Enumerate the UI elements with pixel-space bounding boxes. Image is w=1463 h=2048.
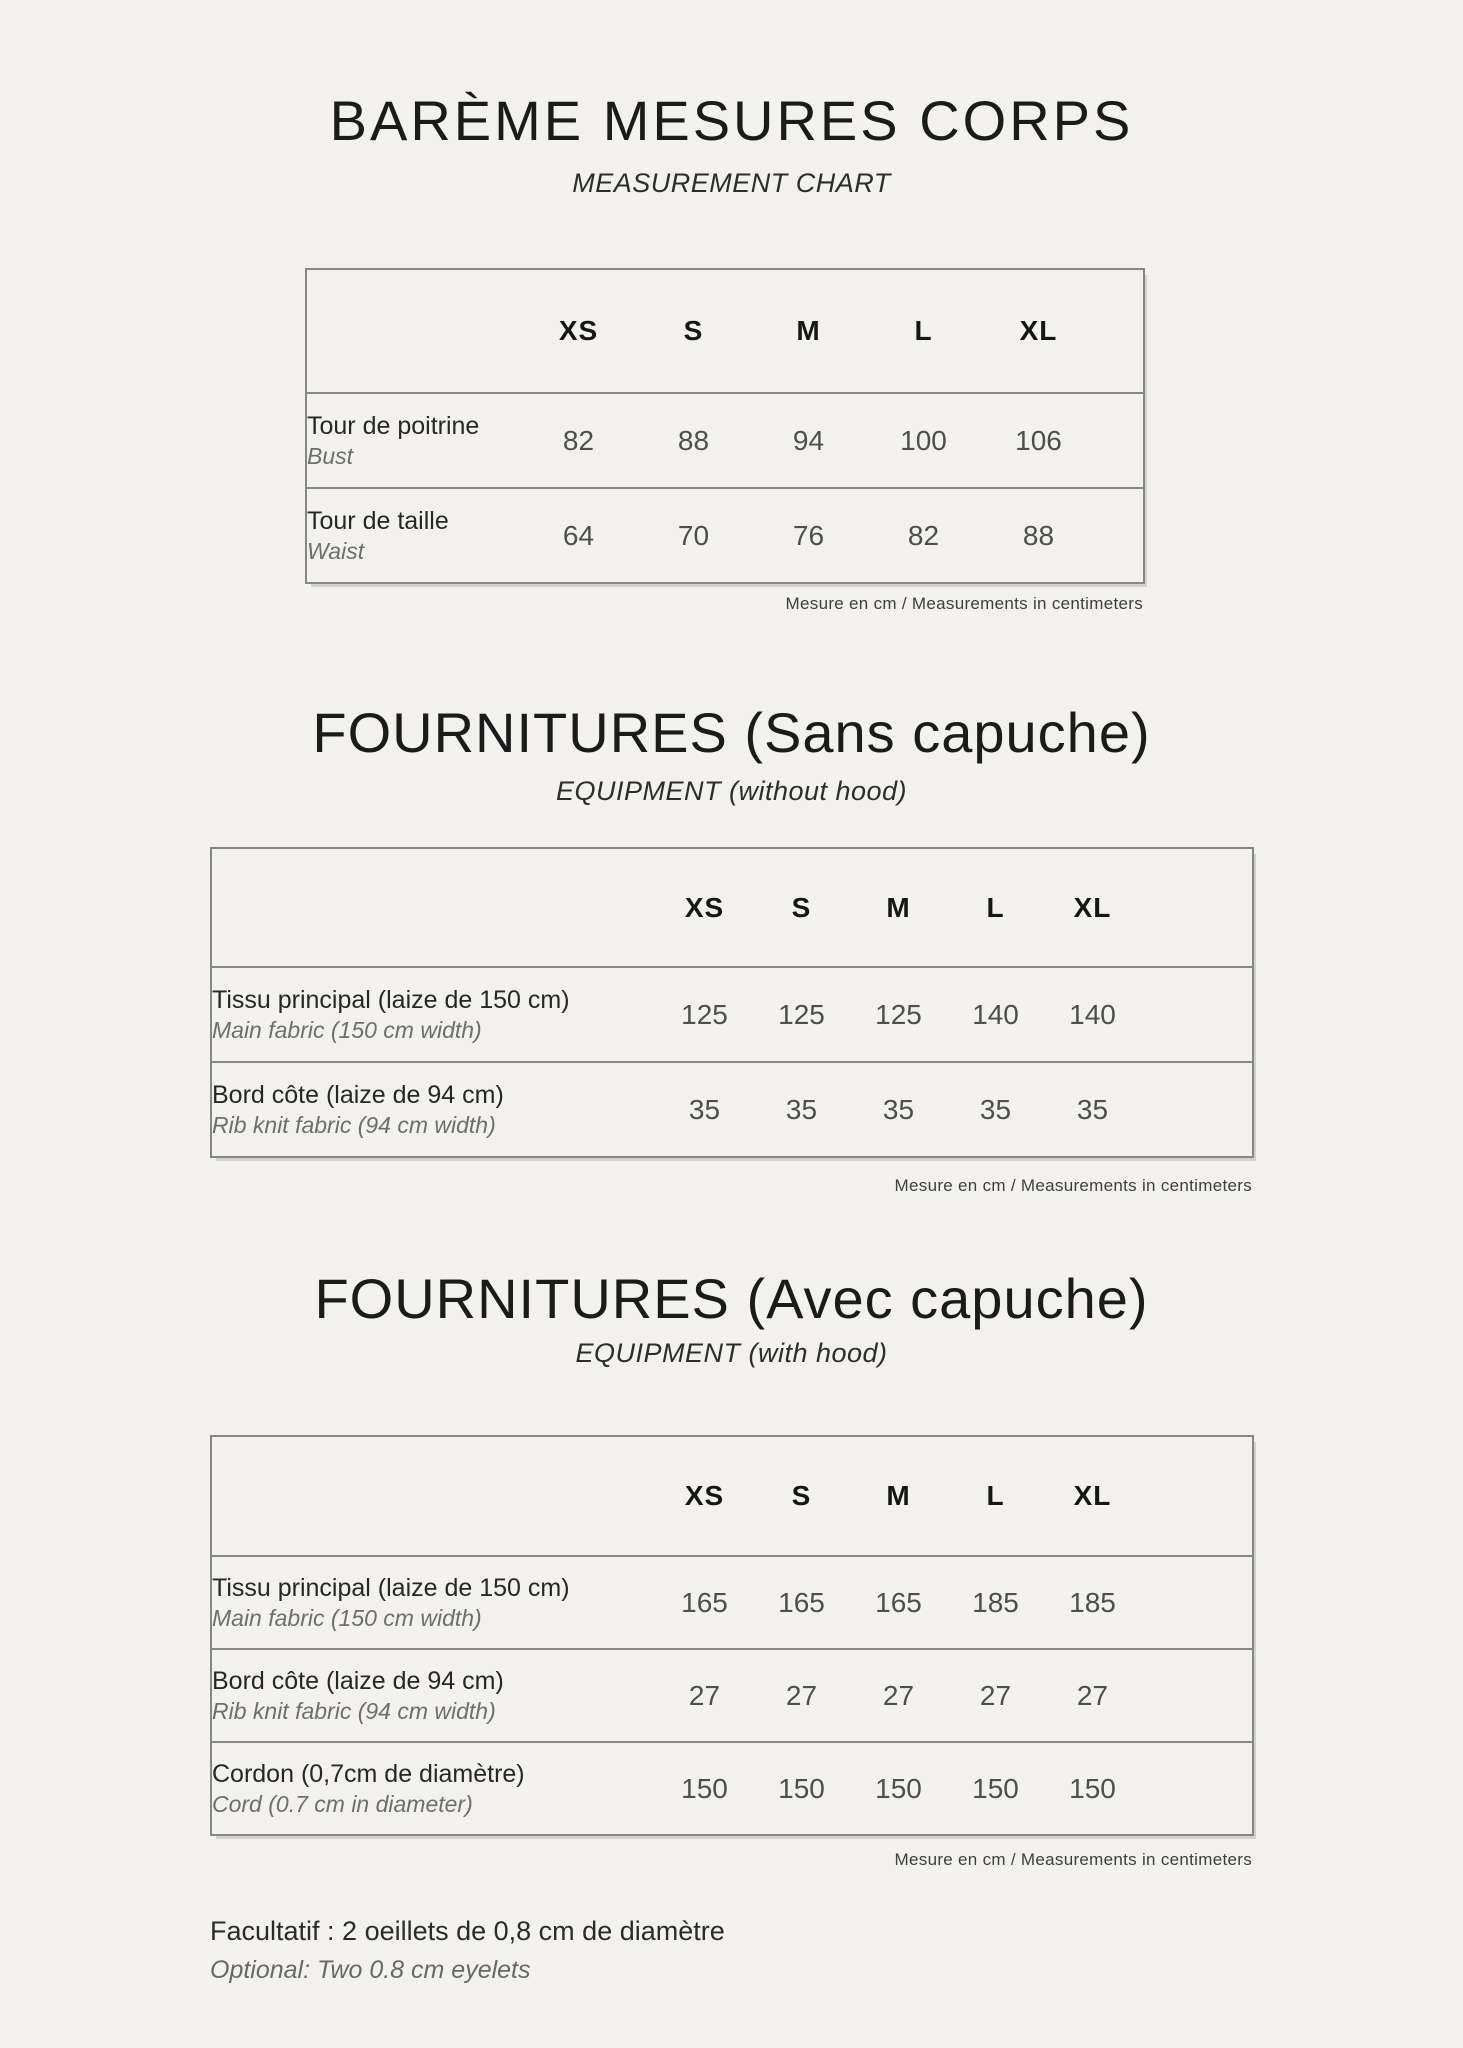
measurement-value: 70: [677, 519, 710, 551]
page-subtitle: MEASUREMENT CHART: [572, 168, 891, 198]
size-header-xs: XS: [684, 1480, 725, 1511]
row-label-cell: [211, 1062, 656, 1157]
measurement-value: 35: [688, 1093, 721, 1125]
row-label-en: Main fabric (150 cm width): [212, 1605, 482, 1631]
table-row-main-fabric: [211, 1556, 1253, 1649]
measurement-value: 125: [778, 998, 825, 1030]
table-row-main-fabric: [211, 967, 1253, 1062]
size-header-l: L: [986, 1480, 1005, 1511]
page-title: BARÈME MESURES CORPS: [329, 89, 1134, 152]
measurement-value: 27: [1076, 1679, 1109, 1711]
row-label-en: Main fabric (150 cm width): [212, 1017, 482, 1043]
measurement-value: 27: [785, 1679, 818, 1711]
measurement-value: 35: [785, 1093, 818, 1125]
measurement-value: 165: [778, 1586, 825, 1618]
spacer-cell: [1141, 967, 1253, 1062]
equipment-no-hood-table: [210, 847, 1254, 1158]
size-header-row: [306, 269, 1144, 393]
measurement-value: 185: [1069, 1586, 1116, 1618]
row-label-en: Waist: [307, 538, 365, 564]
measurement-value: 76: [792, 519, 825, 551]
measurement-value: 82: [562, 424, 595, 456]
section-title-with-hood: FOURNITURES (Avec capuche): [314, 1267, 1149, 1330]
row-label-cell: [211, 1742, 656, 1835]
table-row-rib-knit: [211, 1062, 1253, 1157]
measurement-value: 150: [681, 1772, 728, 1804]
row-label-cell: [211, 967, 656, 1062]
row-label-fr: Bord côte (laize de 94 cm): [212, 1081, 504, 1109]
table-row-waist: [306, 488, 1144, 583]
row-label-en: Rib knit fabric (94 cm width): [212, 1112, 496, 1138]
measurement-value: 125: [681, 998, 728, 1030]
row-label-cell: [211, 1556, 656, 1649]
size-header-l: L: [914, 315, 933, 346]
size-header-row: [211, 1436, 1253, 1556]
measurement-value: 150: [972, 1772, 1019, 1804]
optional-note-en: Optional: Two 0.8 cm eyelets: [210, 1956, 531, 1984]
measurement-value: 27: [688, 1679, 721, 1711]
size-header-s: S: [683, 315, 704, 346]
row-label-en: Cord (0.7 cm in diameter): [212, 1791, 473, 1817]
unit-note: Mesure en cm / Measurements in centimeters: [894, 1850, 1252, 1869]
size-header-s: S: [791, 891, 812, 923]
spacer-cell: [1141, 1436, 1253, 1556]
measurement-value: 100: [900, 424, 947, 456]
spacer-cell: [1141, 1742, 1253, 1835]
measurement-value: 82: [907, 519, 940, 551]
row-label-en: Bust: [307, 443, 354, 469]
spacer-cell: [1096, 488, 1144, 583]
spacer-cell: [306, 269, 521, 393]
row-label-fr: Cordon (0,7cm de diamètre): [212, 1760, 525, 1788]
size-header-s: S: [791, 1480, 812, 1511]
measurement-value: 150: [1069, 1772, 1116, 1804]
size-header-row: [211, 848, 1253, 967]
unit-note: Mesure en cm / Measurements in centimeters: [894, 1176, 1252, 1195]
measurement-value: 185: [972, 1586, 1019, 1618]
row-label-fr: Tour de taille: [307, 507, 449, 535]
section-subtitle-no-hood: EQUIPMENT (without hood): [555, 776, 908, 806]
optional-note-fr: Facultatif : 2 oeillets de 0,8 cm de diamètre: [210, 1916, 725, 1946]
row-label-cell: [306, 393, 521, 488]
size-header-m: M: [886, 1480, 911, 1511]
measurement-value: 35: [1076, 1093, 1109, 1125]
measurement-value: 165: [875, 1586, 922, 1618]
row-label-fr: Tissu principal (laize de 150 cm): [212, 1574, 570, 1602]
measurement-value: 64: [562, 519, 595, 551]
size-header-xl: XL: [1073, 891, 1112, 923]
measurement-value: 94: [792, 424, 825, 456]
size-header-xl: XL: [1073, 1480, 1112, 1511]
measurement-value: 165: [681, 1586, 728, 1618]
spacer-cell: [211, 848, 656, 967]
unit-note: Mesure en cm / Measurements in centimeters: [785, 594, 1143, 613]
spacer-cell: [1141, 848, 1253, 967]
measurement-value: 27: [979, 1679, 1012, 1711]
size-header-m: M: [886, 891, 911, 923]
measurement-value: 35: [882, 1093, 915, 1125]
section-title-no-hood: FOURNITURES (Sans capuche): [312, 701, 1151, 764]
measurement-value: 35: [979, 1093, 1012, 1125]
row-label-cell: [211, 1649, 656, 1742]
equipment-with-hood-table: [210, 1435, 1254, 1836]
measurement-value: 150: [778, 1772, 825, 1804]
measurement-value: 88: [1022, 519, 1055, 551]
table-row-rib-knit: [211, 1649, 1253, 1742]
row-label-fr: Bord côte (laize de 94 cm): [212, 1667, 504, 1695]
measurement-value: 125: [875, 998, 922, 1030]
measurement-value: 140: [1069, 998, 1116, 1030]
spacer-cell: [1096, 269, 1144, 393]
spacer-cell: [1141, 1062, 1253, 1157]
measurement-value: 150: [875, 1772, 922, 1804]
spacer-cell: [1096, 393, 1144, 488]
size-header-l: L: [986, 891, 1005, 923]
size-header-xs: XS: [558, 315, 599, 346]
spacer-cell: [211, 1436, 656, 1556]
row-label-cell: [306, 488, 521, 583]
table-row-cord: [211, 1742, 1253, 1835]
measurement-value: 27: [882, 1679, 915, 1711]
section-subtitle-with-hood: EQUIPMENT (with hood): [575, 1338, 888, 1368]
body-measurements-table: [305, 268, 1145, 584]
size-header-xl: XL: [1019, 315, 1058, 346]
spacer-cell: [1141, 1649, 1253, 1742]
row-label-en: Rib knit fabric (94 cm width): [212, 1698, 496, 1724]
measurement-value: 106: [1015, 424, 1062, 456]
measurement-value: 140: [972, 998, 1019, 1030]
size-header-m: M: [796, 315, 821, 346]
row-label-fr: Tissu principal (laize de 150 cm): [212, 986, 570, 1014]
size-header-xs: XS: [684, 891, 725, 923]
row-label-fr: Tour de poitrine: [307, 412, 480, 440]
measurement-value: 88: [677, 424, 710, 456]
table-row-bust: [306, 393, 1144, 488]
spacer-cell: [1141, 1556, 1253, 1649]
